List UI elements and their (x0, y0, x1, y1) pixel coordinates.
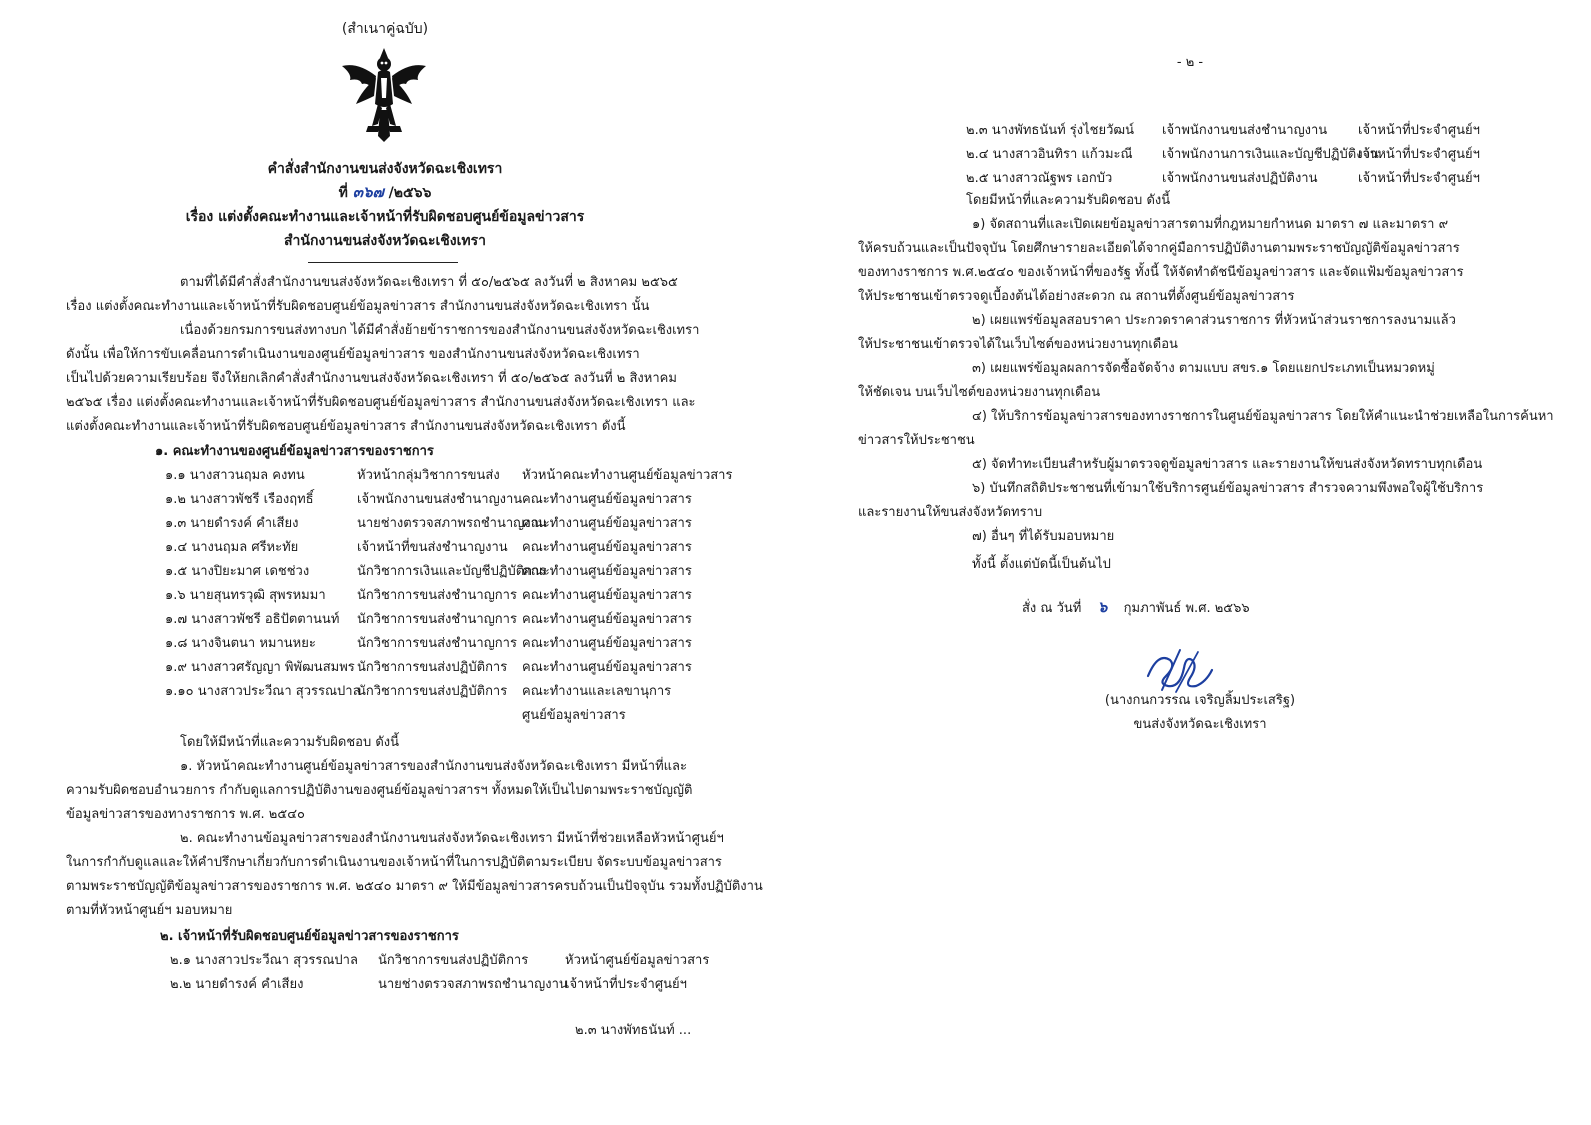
member-name: ๑.๖ นายสุนทรวุฒิ สุพรหมมา (165, 588, 326, 603)
duty-line: ตามพระราชบัญญัติข้อมูลข่าวสารของราชการ พ.ศ. ๒๕๔๐ มาตรา ๙ ให้มีข้อมูลข่าวสารครบถ้วนเป็นปัจจุบัน รวมทั้งปฏิบัติงาน (66, 879, 763, 894)
member-name: ๒.๔ นางสาวอินทิรา แก้วมะณี (966, 147, 1133, 162)
member-role: คณะทำงานศูนย์ข้อมูลข่าวสาร (522, 636, 692, 651)
member-name: ๑.๑๐ นางสาวประวีณา สุวรรณปาล (165, 684, 361, 699)
order-date-prefix: สั่ง ณ วันที่ (1022, 601, 1082, 616)
member-name: ๑.๔ นางนฤมล ศรีหะทัย (165, 540, 299, 555)
member-position: นายช่างตรวจสภาพรถชำนาญงาน (378, 977, 568, 992)
intro-line: เนื่องด้วยกรมการขนส่งทางบก ได้มีคำสั่งย้ายข้าราชการของสำนักงานขนส่งจังหวัดฉะเชิงเทรา (180, 323, 700, 338)
order-date-rest: กุมภาพันธ์ พ.ศ. ๒๕๖๖ (1123, 601, 1250, 616)
member-position: นักวิชาการขนส่งชำนาญการ (357, 588, 517, 603)
member-name: ๑.๘ นางจินตนา หมานหยะ (165, 636, 316, 651)
order-number (280, 183, 490, 202)
member-position: นักวิชาการขนส่งปฏิบัติการ (357, 660, 508, 675)
member-role: เจ้าหน้าที่ประจำศูนย์ฯ (1358, 147, 1480, 162)
intro-line: เป็นไปด้วยความเรียบร้อย จึงให้ยกเลิกคำสั่งสำนักงานขนส่งจังหวัดฉะเชิงเทรา ที่ ๕๐/๒๕๖๕ ลงวันที่ ๒ สิงหาคม (66, 371, 677, 386)
member-name: ๑.๗ นางสาวพัชรี อธิปัตตานนท์ (165, 612, 340, 627)
duties-intro: โดยมีหน้าที่และความรับผิดชอบ ดังนี้ (966, 193, 1171, 208)
intro-line: แต่งตั้งคณะทำงานและเจ้าหน้าที่รับผิดชอบศูนย์ข้อมูลข่าวสาร สำนักงานขนส่งจังหวัดฉะเชิงเทรา ดังนี้ (66, 419, 626, 434)
member-position: เจ้าพนักงานขนส่งชำนาญงาน (357, 492, 523, 507)
duty-line: ๓) เผยแพร่ข้อมูลผลการจัดซื้อจัดจ้าง ตามแบบ สขร.๑ โดยแยกประเภทเป็นหมวดหมู่ (972, 361, 1435, 376)
member-position: นักวิชาการเงินและบัญชีปฏิบัติการ (357, 564, 547, 579)
member-position: นักวิชาการขนส่งชำนาญการ (357, 612, 517, 627)
member-position: นายช่างตรวจสภาพรถชำนาญงาน (357, 516, 547, 531)
continuation-note: ๒.๓ นางพัทธนันท์ ... (575, 1023, 692, 1038)
member-role: คณะทำงานศูนย์ข้อมูลข่าวสาร (522, 540, 692, 555)
member-role: เจ้าหน้าที่ประจำศูนย์ฯ (1358, 171, 1480, 186)
intro-line: ดังนั้น เพื่อให้การขับเคลื่อนการดำเนินงานของศูนย์ข้อมูลข่าวสาร ของสำนักงานขนส่งจังหวัดฉะเชิงเทรา (66, 347, 640, 362)
duty-line: ๖) บันทึกสถิติประชาชนที่เข้ามาใช้บริการศูนย์ข้อมูลข่าวสาร สำรวจความพึงพอใจผู้ใช้บริการ (972, 481, 1484, 496)
order-number-suffix: /๒๕๖๖ (388, 185, 432, 201)
member-role: คณะทำงานศูนย์ข้อมูลข่าวสาร (522, 492, 692, 507)
member-name: ๑.๕ นางปิยะมาศ เดชช่วง (165, 564, 310, 579)
member-name: ๑.๙ นางสาวศรัญญา พิพัฒนสมพร (165, 660, 355, 675)
member-name: ๑.๓ นายดำรงค์ คำเสียง (165, 516, 299, 531)
member-position: เจ้าพนักงานขนส่งชำนาญงาน (1162, 123, 1328, 138)
member-name: ๒.๕ นางสาวณัฐพร เอกบัว (966, 171, 1113, 186)
order-heading: คำสั่งสำนักงานขนส่งจังหวัดฉะเชิงเทรา (267, 161, 503, 177)
order-date (1022, 598, 1250, 618)
heading-divider (308, 262, 458, 263)
member-role: หัวหน้าคณะทำงานศูนย์ข้อมูลข่าวสาร (522, 468, 733, 483)
duty-line: และรายงานให้ขนส่งจังหวัดทราบ (858, 505, 1043, 520)
member-name: ๒.๒ นายดำรงค์ คำเสียง (170, 977, 304, 992)
member-role: คณะทำงานและเลขานุการ (522, 684, 672, 699)
member-role: ศูนย์ข้อมูลข่าวสาร (522, 708, 626, 723)
duty-line: ข่าวสารให้ประชาชน (858, 433, 975, 448)
duty-line: ข้อมูลข่าวสารของทางราชการ พ.ศ. ๒๕๔๐ (66, 807, 305, 822)
document-page-1 (0, 0, 790, 1125)
member-role: คณะทำงานศูนย์ข้อมูลข่าวสาร (522, 612, 692, 627)
member-position: เจ้าพนักงานการเงินและบัญชีปฏิบัติงาน (1162, 147, 1379, 162)
member-position: นักวิชาการขนส่งปฏิบัติการ (357, 684, 508, 699)
member-name: ๒.๓ นางพัทธนันท์ รุ่งไชยวัฒน์ (966, 123, 1135, 138)
duty-line: ตามที่หัวหน้าศูนย์ฯ มอบหมาย (66, 903, 233, 918)
member-position: นักวิชาการขนส่งชำนาญการ (357, 636, 517, 651)
order-number-handwritten: ๓๖๗ (352, 183, 384, 201)
page-number: - ๒ - (1176, 55, 1204, 70)
duty-line: ให้ครบถ้วนและเป็นปัจจุบัน โดยศึกษารายละเอียดได้จากคู่มือการปฏิบัติงานตามพระราชบัญญัติข้อมูลข่าวสาร (858, 241, 1460, 256)
duty-line: ของทางราชการ พ.ศ.๒๕๔๐ ของเจ้าหน้าที่ของรัฐ ทั้งนี้ ให้จัดทำดัชนีข้อมูลข่าวสาร และจัดแฟ้มข้อมูลข่าวสาร (858, 265, 1464, 280)
duty-line: ๑. หัวหน้าคณะทำงานศูนย์ข้อมูลข่าวสารของสำนักงานขนส่งจังหวัดฉะเชิงเทรา มีหน้าที่และ (180, 759, 687, 774)
member-position: หัวหน้ากลุ่มวิชาการขนส่ง (357, 468, 500, 483)
order-date-day-handwritten: ๖ (1097, 598, 1108, 616)
signature-icon (1140, 646, 1220, 696)
member-position: เจ้าพนักงานขนส่งปฏิบัติงาน (1162, 171, 1318, 186)
member-role: คณะทำงานศูนย์ข้อมูลข่าวสาร (522, 588, 692, 603)
member-name: ๑.๑ นางสาวนฤมล คงทน (165, 468, 305, 483)
duty-line: ๗) อื่นๆ ที่ได้รับมอบหมาย (972, 529, 1115, 544)
duty-line: ความรับผิดชอบอำนวยการ กำกับดูแลการปฏิบัติงานของศูนย์ข้อมูลข่าวสารฯ ทั้งหมดให้เป็นไปตามพระราชบัญญัติ (66, 783, 693, 798)
garuda-emblem-icon (338, 44, 430, 144)
member-name: ๒.๑ นางสาวประวีณา สุวรรณปาล (170, 953, 358, 968)
member-role: คณะทำงานศูนย์ข้อมูลข่าวสาร (522, 564, 692, 579)
signer-title: ขนส่งจังหวัดฉะเชิงเทรา (1133, 717, 1267, 732)
section-2-title: ๒. เจ้าหน้าที่รับผิดชอบศูนย์ข้อมูลข่าวสารของราชการ (160, 929, 459, 944)
duty-line: ๔) ให้บริการข้อมูลข่าวสารของทางราชการในศูนย์ข้อมูลข่าวสาร โดยให้คำแนะนำช่วยเหลือในการค้นหา (972, 409, 1554, 424)
member-role: คณะทำงานศูนย์ข้อมูลข่าวสาร (522, 660, 692, 675)
duty-line: ให้ประชาชนเข้าตรวจได้ในเว็บไซต์ของหน่วยงานทุกเดือน (858, 337, 1178, 352)
duty-line: ๒. คณะทำงานข้อมูลข่าวสารของสำนักงานขนส่งจังหวัดฉะเชิงเทรา มีหน้าที่ช่วยเหลือหัวหน้าศูนย์ฯ (180, 831, 724, 846)
duty-line: ๑) จัดสถานที่และเปิดเผยข้อมูลข่าวสารตามที่กฎหมายกำหนด มาตรา ๗ และมาตรา ๙ (972, 217, 1449, 232)
duty-line: ๕) จัดทำทะเบียนสำหรับผู้มาตรวจดูข้อมูลข่าวสาร และรายงานให้ขนส่งจังหวัดทราบทุกเดือน (972, 457, 1483, 472)
member-position: นักวิชาการขนส่งปฏิบัติการ (378, 953, 529, 968)
order-number-prefix: ที่ (338, 185, 348, 201)
duty-line: ๒) เผยแพร่ข้อมูลสอบราคา ประกวดราคาส่วนราชการ ที่หัวหน้าส่วนราชการลงนามแล้ว (972, 313, 1456, 328)
signer-name: (นางกนกวรรณ เจริญลิ้มประเสริฐ) (1104, 693, 1296, 708)
section-1-title: ๑. คณะทำงานของศูนย์ข้อมูลข่าวสารของราชการ (155, 444, 434, 459)
intro-line: เรื่อง แต่งตั้งคณะทำงานและเจ้าหน้าที่รับผิดชอบศูนย์ข้อมูลข่าวสาร สำนักงานขนส่งจังหวัดฉะเชิงเทรา นั้น (66, 299, 650, 314)
document-page-2 (800, 0, 1591, 1125)
member-role: หัวหน้าศูนย์ข้อมูลข่าวสาร (565, 953, 710, 968)
duties-intro: โดยให้มีหน้าที่และความรับผิดชอบ ดังนี้ (180, 735, 400, 750)
duty-line: ให้ชัดเจน บนเว็บไซต์ของหน่วยงานทุกเดือน (858, 385, 1101, 400)
effective-statement: ทั้งนี้ ตั้งแต่บัดนี้เป็นต้นไป (972, 557, 1111, 572)
duty-line: ให้ประชาชนเข้าตรวจดูเบื้องต้นได้อย่างสะดวก ณ สถานที่ตั้งศูนย์ข้อมูลข่าวสาร (858, 289, 1295, 304)
copy-note: (สำเนาคู่ฉบับ) (341, 21, 429, 37)
duty-line: ในการกำกับดูแลและให้คำปรึกษาเกี่ยวกับการดำเนินงานของเจ้าหน้าที่ในการปฏิบัติตามระเบียบ จัดระบบข้อมูลข่าวสาร (66, 855, 722, 870)
member-position: เจ้าหน้าที่ขนส่งชำนาญงาน (357, 540, 508, 555)
intro-line: ๒๕๖๕ เรื่อง แต่งตั้งคณะทำงานและเจ้าหน้าที่รับผิดชอบศูนย์ข้อมูลข่าวสาร สำนักงานขนส่งจังหวัดฉะเชิงเทรา และ (66, 395, 696, 410)
member-role: คณะทำงานศูนย์ข้อมูลข่าวสาร (522, 516, 692, 531)
member-role: เจ้าหน้าที่ประจำศูนย์ฯ (1358, 123, 1480, 138)
member-role: เจ้าหน้าที่ประจำศูนย์ฯ (565, 977, 687, 992)
intro-line: ตามที่ได้มีคำสั่งสำนักงานขนส่งจังหวัดฉะเชิงเทรา ที่ ๕๐/๒๕๖๕ ลงวันที่ ๒ สิงหาคม ๒๕๖๕ (180, 275, 678, 290)
order-subject: เรื่อง แต่งตั้งคณะทำงานและเจ้าหน้าที่รับผิดชอบศูนย์ข้อมูลข่าวสาร (185, 209, 585, 225)
order-office: สำนักงานขนส่งจังหวัดฉะเชิงเทรา (283, 233, 487, 249)
member-name: ๑.๒ นางสาวพัชรี เรืองฤทธิ์ (165, 492, 314, 507)
